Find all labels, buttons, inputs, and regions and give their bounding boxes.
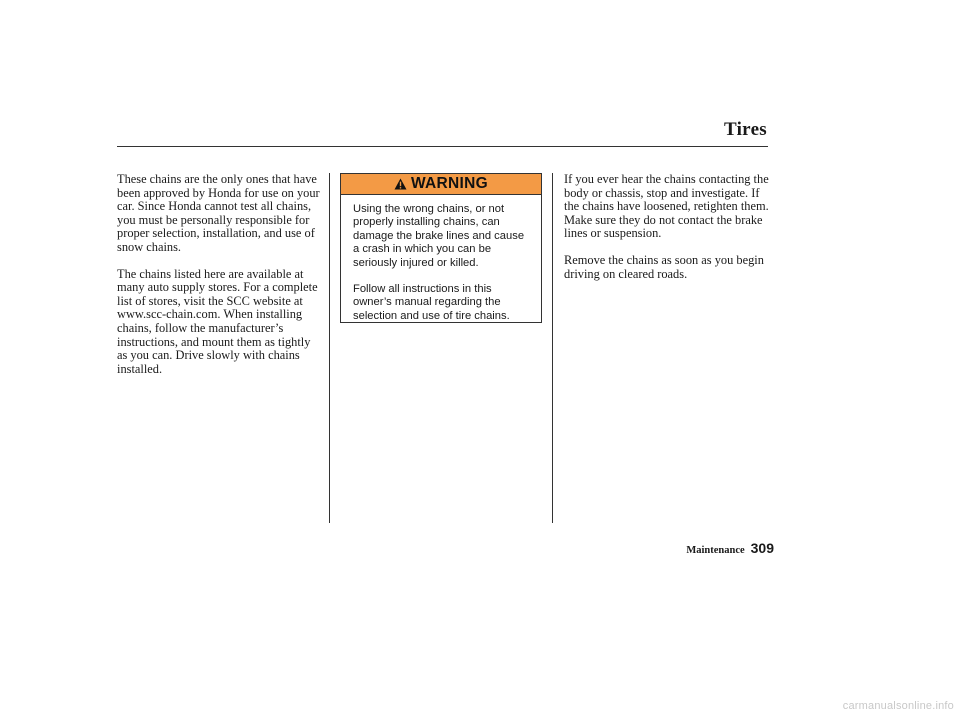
page-title: Tires	[723, 119, 767, 140]
watermark: carmanualsonline.info	[842, 700, 954, 712]
warning-triangle-icon	[394, 178, 407, 190]
column-divider-left	[329, 173, 330, 523]
right-column	[564, 173, 770, 294]
title-rule	[117, 146, 768, 147]
right-paragraph-2: Remove the chains as soon as you begin driving on cleared roads.	[564, 252, 764, 281]
column-divider-right	[552, 173, 553, 523]
warning-header	[341, 174, 541, 195]
warning-paragraph-1: Using the wrong chains, or not properly installing chains, can damage the brake lines and cause a crash in which you can be seriously injured or killed.	[353, 203, 525, 269]
page-footer	[686, 540, 774, 556]
page-number: 309	[750, 540, 774, 556]
left-paragraph-2: The chains listed here are available at many auto supply stores. For a complete list of stores, visit the SCC website at www.scc-chain.com. When installing chains, follow the manufacturer’s instructions, and mount them as tightly as you can. Drive slowly with chains installed.	[117, 266, 318, 376]
left-paragraph-1: These chains are the only ones that have been approved by Honda for use on your car. Since Honda cannot test all chains, you must be personally responsible for proper selection, installation, and use of snow chains.	[117, 172, 320, 254]
warning-box	[340, 173, 542, 323]
warning-label: WARNING	[410, 175, 488, 192]
right-paragraph-1: If you ever hear the chains contacting the body or chassis, stop and investigate. If the chains have loosened, retighten them. Make sure they do not contact the brake lines or suspension.	[564, 172, 769, 241]
left-column	[117, 173, 322, 389]
warning-paragraph-2: Follow all instructions in this owner’s manual regarding the selection and use of tire chains.	[353, 283, 510, 322]
footer-section-name: Maintenance	[686, 545, 745, 556]
warning-body	[341, 195, 541, 323]
